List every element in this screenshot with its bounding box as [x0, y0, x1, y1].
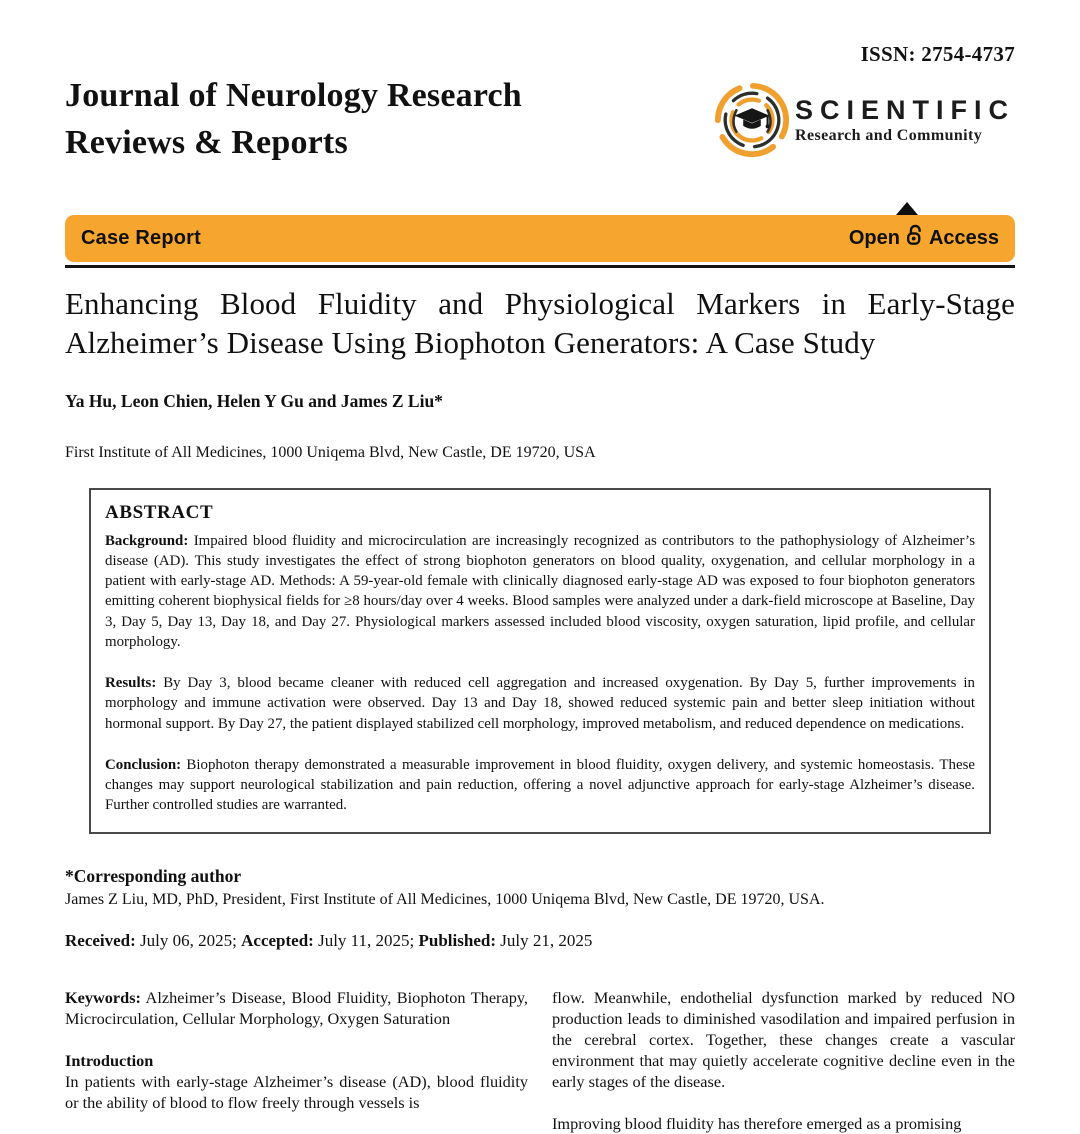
- publisher-logo-icon: [713, 81, 791, 159]
- journal-title: [65, 73, 522, 167]
- issn: ISSN: 2754-4737: [860, 42, 1015, 66]
- spacer: [552, 1092, 1015, 1113]
- accepted-value: July 11, 2025;: [313, 930, 419, 950]
- publisher-tagline: Research and Community: [794, 126, 983, 144]
- spacer: [65, 1029, 528, 1050]
- publisher-logo-text: [794, 94, 1015, 144]
- article-dates: [65, 931, 1015, 951]
- abstract-background: [105, 531, 975, 653]
- publisher-name: SCIENTIFIC: [794, 94, 1015, 125]
- corresponding-author-text: James Z Liu, MD, PhD, President, First Institute of All Medicines, 1000 Uniqema Blvd, New Castle, DE 19720, USA.: [65, 890, 825, 908]
- received-value: July 06, 2025;: [135, 930, 242, 950]
- abstract-box: [89, 488, 991, 834]
- abstract-results-text: By Day 3, blood became cleaner with reduced cell aggregation and increased oxygenation. By Day 5, further improvements in morphology and immune activation were observed. Day 13 and Day 18, showed reduced systemic pain and better sleep initiation without hormonal support. By Day 27, the patient displayed stabilized cell morphology, improved metabolism, and reduced dependence on medications.: [105, 675, 975, 732]
- article-type-label: Case Report: [81, 226, 202, 249]
- article-title: Enhancing Blood Fluidity and Physiological Markers in Early-Stage Alzheimer’s Disease Using Biophoton Generators: A Case Study: [65, 285, 1015, 361]
- journal-header: [65, 73, 1015, 167]
- abstract-background-label: Background:: [105, 532, 189, 549]
- accepted-label: Accepted:: [241, 930, 314, 950]
- abstract-conclusion: [105, 755, 975, 816]
- article-type-banner: [65, 215, 1015, 262]
- affiliation: First Institute of All Medicines, 1000 Uniqema Blvd, New Castle, DE 19720, USA: [65, 443, 596, 461]
- body-columns: [65, 987, 1015, 1134]
- right-paragraph-2: Improving blood fluidity has therefore emerged as a promising: [552, 1113, 962, 1133]
- published-value: July 21, 2025: [496, 930, 593, 950]
- abstract-heading: ABSTRACT: [105, 501, 214, 523]
- open-label: Open: [848, 226, 900, 249]
- authors: Ya Hu, Leon Chien, Helen Y Gu and James Z Liu*: [65, 390, 443, 411]
- keywords: [65, 987, 528, 1029]
- open-access-label: [849, 223, 999, 253]
- keywords-label: Keywords:: [65, 987, 141, 1007]
- abstract-conclusion-label: Conclusion:: [105, 756, 182, 773]
- journal-title-line2: Reviews & Reports: [65, 123, 348, 161]
- banner-rule: [65, 265, 1015, 268]
- corresponding-author-heading: *Corresponding author: [65, 865, 242, 886]
- abstract-conclusion-text: Biophoton therapy demonstrated a measurable improvement in blood fluidity, oxygen delivery, and systemic homeostasis. These changes may support neurological stabilization and pain reduction, offering a novel adjunctive approach for early-stage Alzheimer’s disease. Further controlled studies are warranted.: [105, 756, 975, 814]
- abstract-results-label: Results:: [105, 675, 157, 692]
- left-column: [65, 987, 528, 1134]
- introduction-heading: Introduction: [65, 1050, 154, 1070]
- right-column: [552, 987, 1015, 1134]
- journal-title-line1: Journal of Neurology Research: [65, 77, 522, 114]
- graduation-cap-icon: [734, 108, 769, 128]
- published-label: Published:: [418, 930, 496, 950]
- article-type-banner-wrap: [65, 215, 1015, 268]
- abstract-background-text: Impaired blood fluidity and microcirculation are increasingly recognized as contributors to the pathophysiology of Alzheimer’s disease (AD). This study investigates the effect of strong biophoton generators on blood quality, oxygenation, and cellular morphology in a patient with early-stage AD. Methods: A 59-year-old female with clinically diagnosed early-stage AD was exposed to four biophoton generators emitting coherent biophysical fields for ≥8 hours/day over 4 weeks. Blood samples were analyzed under a dark-field microscope at Baseline, Day 3, Day 5, Day 13, Day 18, and Day 27. Physiological markers assessed included blood viscosity, oxygen saturation, lipid profile, and cellular morphology.: [105, 532, 975, 650]
- publisher-logo: [713, 81, 1015, 159]
- right-paragraph-1: flow. Meanwhile, endothelial dysfunction marked by reduced NO production leads to diminished vasodilation and impaired perfusion in the cerebral cortex. Together, these changes create a vascular environment that may quietly accelerate cognitive decline even in the early stages of the disease.: [552, 987, 1015, 1091]
- keywords-text: Alzheimer’s Disease, Blood Fluidity, Biophoton Therapy, Microcirculation, Cellular Morphology, Oxygen Saturation: [65, 987, 528, 1028]
- open-lock-icon: [905, 223, 924, 253]
- received-label: Received:: [65, 930, 136, 950]
- abstract-results: [105, 673, 975, 734]
- banner-pointer-icon: [896, 202, 918, 215]
- access-label: Access: [928, 226, 999, 249]
- introduction-paragraph: In patients with early-stage Alzheimer’s disease (AD), blood fluidity or the ability of blood to flow freely through vessels is: [65, 1071, 528, 1112]
